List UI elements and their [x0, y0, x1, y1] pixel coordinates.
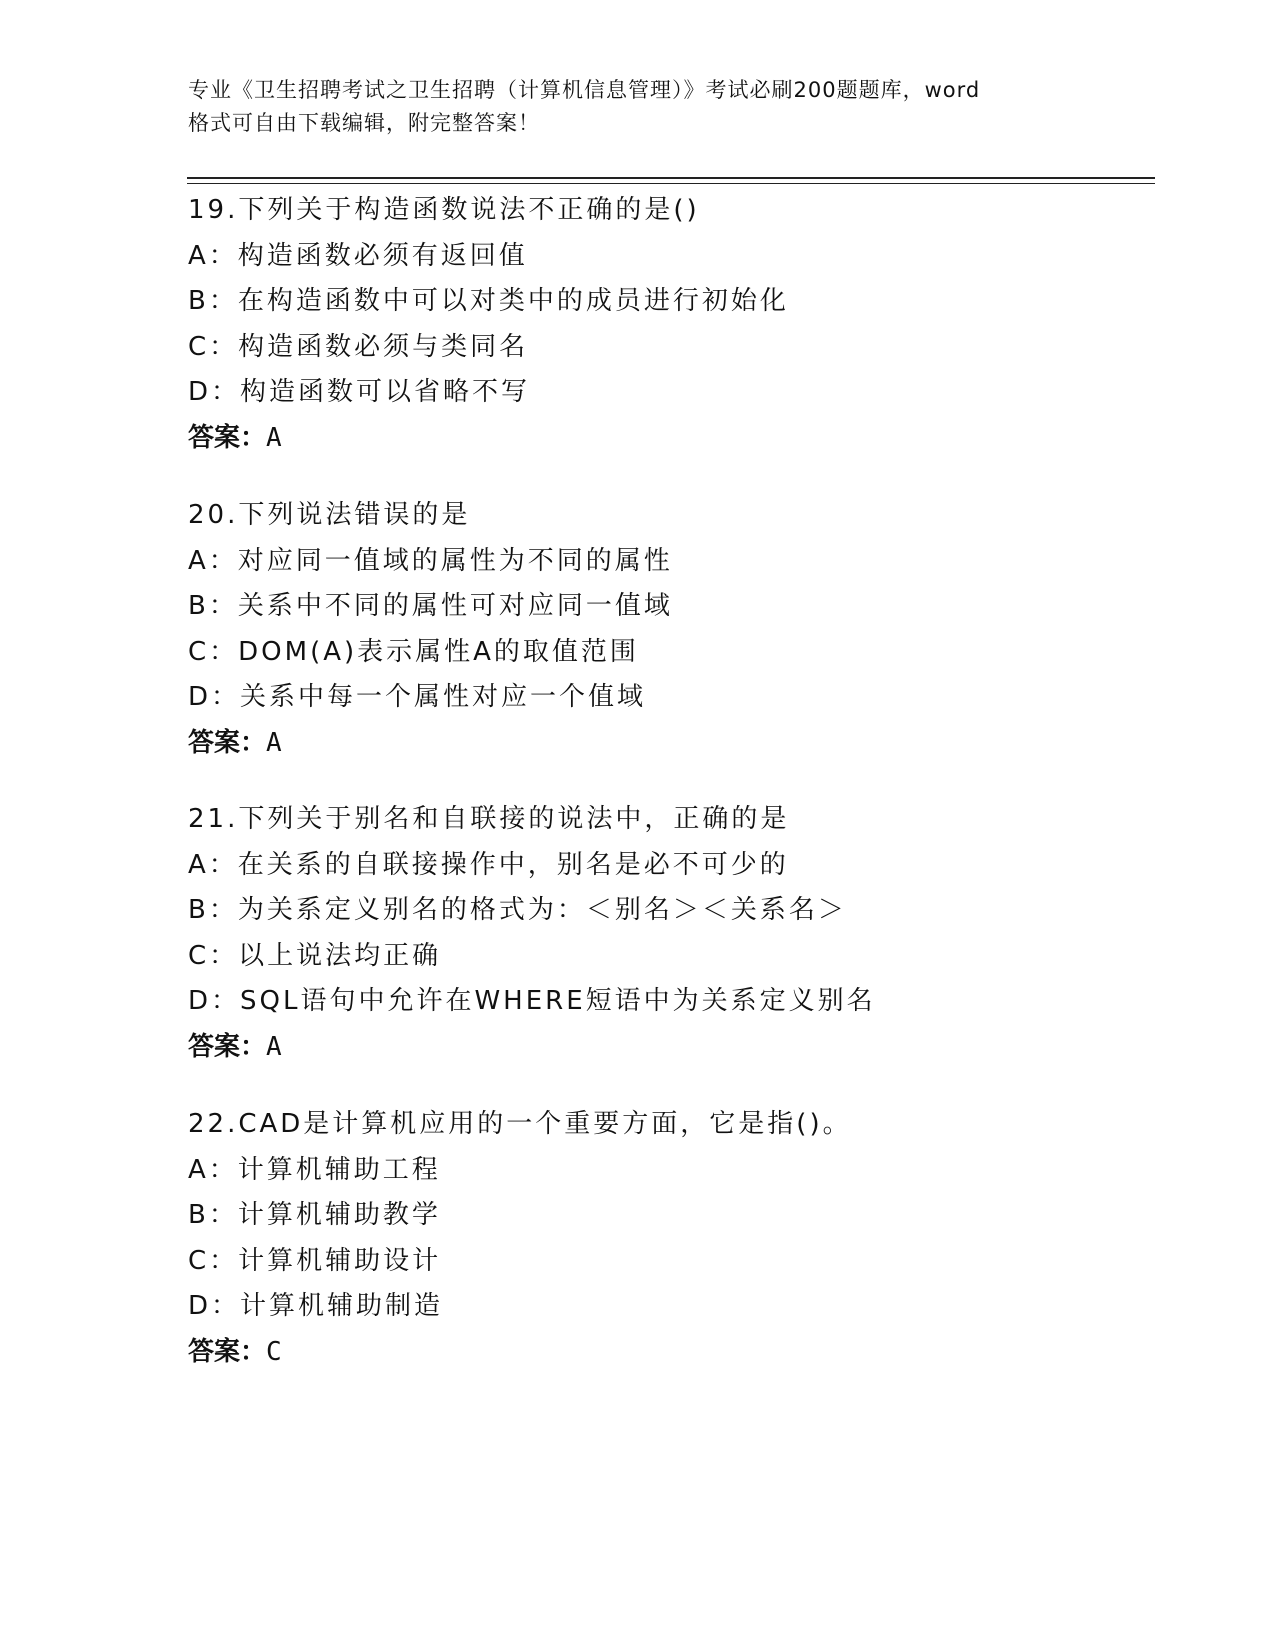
answer-value: A	[266, 727, 282, 758]
question-block-19	[188, 188, 1148, 462]
answer-value: A	[266, 422, 282, 453]
question-stem: 19.下列关于构造函数说法不正确的是()	[188, 195, 700, 225]
question-block-21	[188, 797, 1148, 1071]
question-block-20	[188, 493, 1148, 767]
answer-label: 答案：	[188, 422, 267, 453]
answer-line	[188, 721, 1148, 767]
option-b: B：为关系定义别名的格式为：＜别名＞＜关系名＞	[188, 895, 847, 926]
answer-label: 答案：	[188, 727, 267, 758]
option-b: B：计算机辅助教学	[188, 1200, 441, 1231]
document-header	[188, 74, 1088, 140]
question-stem: 21.下列关于别名和自联接的说法中，正确的是	[188, 804, 790, 834]
header-line-1: 专业《卫生招聘考试之卫生招聘（计算机信息管理）》考试必刷200题题库，word	[188, 78, 981, 102]
option-c: C：DOM(A)表示属性A的取值范围	[188, 636, 639, 667]
option-d: D：SQL语句中允许在WHERE短语中为关系定义别名	[188, 986, 876, 1017]
option-a: A：构造函数必须有返回值	[188, 240, 528, 271]
option-c: C：构造函数必须与类同名	[188, 331, 529, 362]
answer-line	[188, 416, 1148, 462]
answer-value: A	[266, 1031, 282, 1062]
header-divider-thick	[187, 177, 1155, 179]
option-a: A：对应同一值域的属性为不同的属性	[188, 545, 673, 576]
answer-line	[188, 1330, 1148, 1376]
header-divider-thin	[187, 183, 1155, 184]
option-a: A：计算机辅助工程	[188, 1154, 441, 1185]
option-d: D：构造函数可以省略不写	[188, 377, 531, 408]
option-b: B：关系中不同的属性可对应同一值域	[188, 591, 673, 622]
option-d: D：计算机辅助制造	[188, 1291, 444, 1322]
option-a: A：在关系的自联接操作中，别名是必不可少的	[188, 849, 789, 880]
question-block-22	[188, 1102, 1148, 1376]
answer-value: C	[266, 1336, 282, 1367]
question-stem: 20.下列说法错误的是	[188, 500, 471, 530]
option-b: B：在构造函数中可以对类中的成员进行初始化	[188, 286, 789, 317]
option-c: C：以上说法均正确	[188, 940, 442, 971]
answer-line	[188, 1025, 1148, 1071]
option-d: D：关系中每一个属性对应一个值域	[188, 682, 647, 713]
answer-label: 答案：	[188, 1336, 267, 1367]
answer-label: 答案：	[188, 1031, 267, 1062]
option-c: C：计算机辅助设计	[188, 1245, 442, 1276]
question-stem: 22.CAD是计算机应用的一个重要方面，它是指()。	[188, 1109, 852, 1139]
header-line-2: 格式可自由下载编辑，附完整答案！	[188, 111, 540, 135]
